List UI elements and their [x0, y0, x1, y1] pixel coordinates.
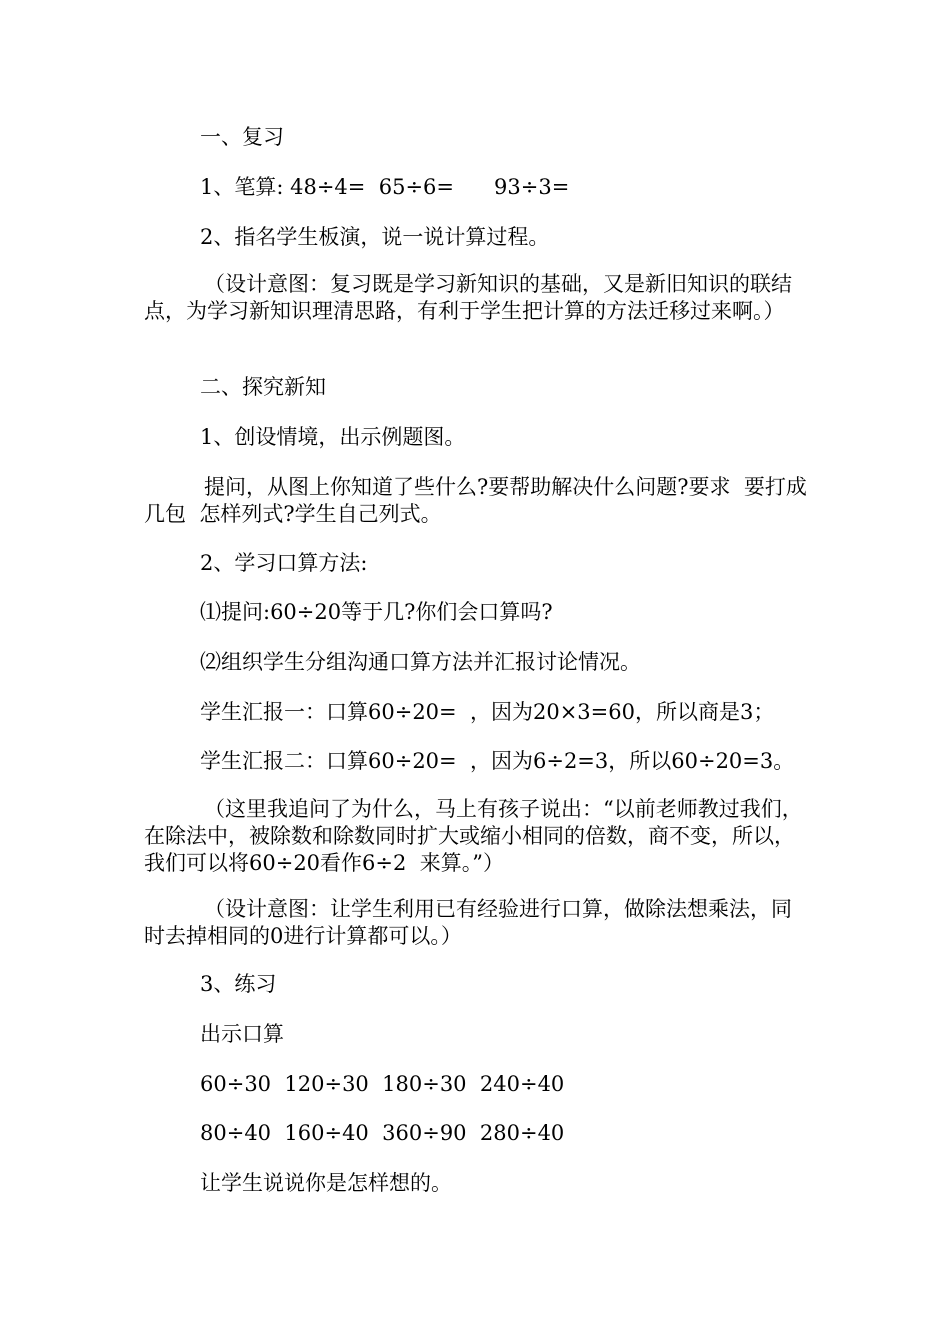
design-intent-note: （设计意图：让学生利用已有经验进行口算，做除法想乘法，同时去掉相同的0进行计算都可以。） [144, 897, 792, 948]
paragraph: 出示口算 [200, 1022, 284, 1046]
paragraph: ⑵组织学生分组沟通口算方法并汇报讨论情况。 [200, 650, 641, 674]
paragraph: 提问，从图上你知道了些什么?要帮助解决什么问题?要求 要打成几包 怎样列式?学生自己列式。 [144, 475, 807, 526]
paragraph: 60÷30 120÷30 180÷30 240÷40 [200, 1072, 565, 1096]
paragraph: 2、指名学生板演，说一说计算过程。 [200, 225, 550, 249]
paragraph: 80÷40 160÷40 360÷90 280÷40 [200, 1121, 565, 1145]
design-intent-note: （设计意图：复习既是学习新知识的基础，又是新旧知识的联结点，为学习新知识理清思路，有利于学生把计算的方法迁移过来啊。） [144, 272, 792, 323]
paragraph: 2、学习口算方法: [200, 551, 368, 575]
paragraph: 1、创设情境，出示例题图。 [200, 425, 466, 449]
section-heading-review: 一、复习 [200, 125, 284, 149]
paragraph: 1、笔算: 48÷4= 65÷6= 93÷3= [200, 175, 570, 199]
paragraph: 3、练习 [200, 972, 277, 996]
paragraph: 学生汇报一：口算60÷20= ，因为20×3=60，所以商是3； [200, 700, 775, 724]
teacher-note: （这里我追问了为什么，马上有孩子说出：“以前老师教过我们，在除法中，被除数和除数同时扩大或缩小相同的倍数，商不变，所以，我们可以将60÷20看作6÷2 来算。”） [144, 797, 803, 875]
paragraph: 让学生说说你是怎样想的。 [200, 1171, 452, 1195]
paragraph: 学生汇报二：口算60÷20= ，因为6÷2=3，所以60÷20=3。 [200, 749, 795, 773]
paragraph: ⑴提问:60÷20等于几?你们会口算吗? [200, 600, 553, 624]
section-heading-explore: 二、探究新知 [200, 375, 326, 399]
